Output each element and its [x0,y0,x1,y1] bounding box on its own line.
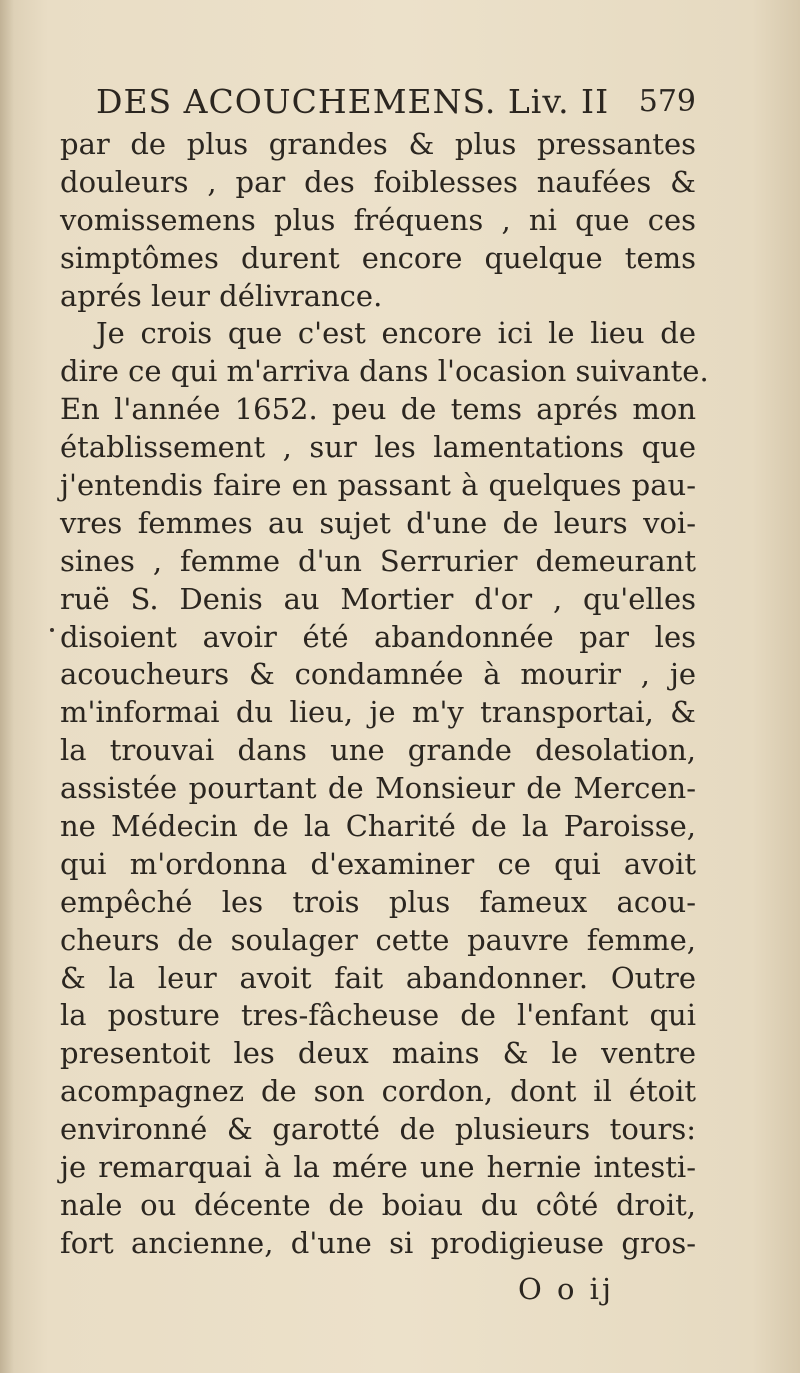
text-line: environné & garotté de plusieurs tours: [60,1112,696,1147]
text-line: En l'année 1652. peu de tems aprés mon [60,392,696,427]
body-text [60,126,709,1263]
text-line: établissement , sur les lamentations que [60,430,696,465]
text-line: vres femmes au sujet d'une de leurs voi- [60,505,696,540]
text-line: aprés leur délivrance. [60,278,383,313]
text-line: qui m'ordonna d'examiner ce qui avoit [60,846,696,881]
paragraph-start-line: Je crois que c'est encore ici le lieu de [96,316,696,351]
text-line: douleurs , par des foiblesses naufées & [60,164,696,199]
text-line: simptômes durent encore quelque tems [60,240,696,275]
text-line: disoient avoir été abandonnée par les [60,619,696,654]
text-line: dire ce qui m'arriva dans l'ocasion suivante. [60,354,709,389]
text-line: ruë S. Denis au Mortier d'or , qu'elles [60,581,696,616]
text-line: la trouvai dans une grande desolation, [60,733,696,768]
text-line: vomissemens plus fréquens , ni que ces [60,202,696,237]
text-line: presentoit les deux mains & le ventre [60,1036,696,1071]
text-line: m'informai du lieu, je m'y transportai, & [60,695,696,730]
text-line: ne Médecin de la Charité de la Paroisse, [60,809,696,844]
text-line: par de plus grandes & plus pressantes [60,127,696,161]
running-head: DES ACOUCHEMENS. Liv. II [96,82,610,121]
page-number: 579 [638,84,696,119]
text-line: je remarquai à la mére une hernie intesti- [60,1150,696,1185]
signature-mark: O o ij [518,1272,614,1306]
text-line: empêché les trois plus fameux acou- [60,884,696,919]
page-edge-shadow [0,0,14,1373]
text-line: fort ancienne, d'une si prodigieuse gros- [60,1225,696,1260]
text-line: la posture tres-fâcheuse de l'enfant qui [60,998,696,1033]
text-line: sines , femme d'un Serrurier demeurant [60,543,696,578]
text-line: & la leur avoit fait abandonner. Outre [60,960,696,995]
text-line: cheurs de soulager cette pauvre femme, [60,922,696,957]
text-line: acoucheurs & condamnée à mourir , je [60,657,696,692]
text-line: acompagnez de son cordon, dont il étoit [60,1074,696,1109]
page-header [96,82,696,126]
margin-mark [50,628,54,632]
text-line: j'entendis faire en passant à quelques pau- [60,468,696,503]
text-line: assistée pourtant de Monsieur de Mercen- [60,771,696,806]
text-line: nale ou décente de boiau du côté droit, [60,1187,696,1222]
